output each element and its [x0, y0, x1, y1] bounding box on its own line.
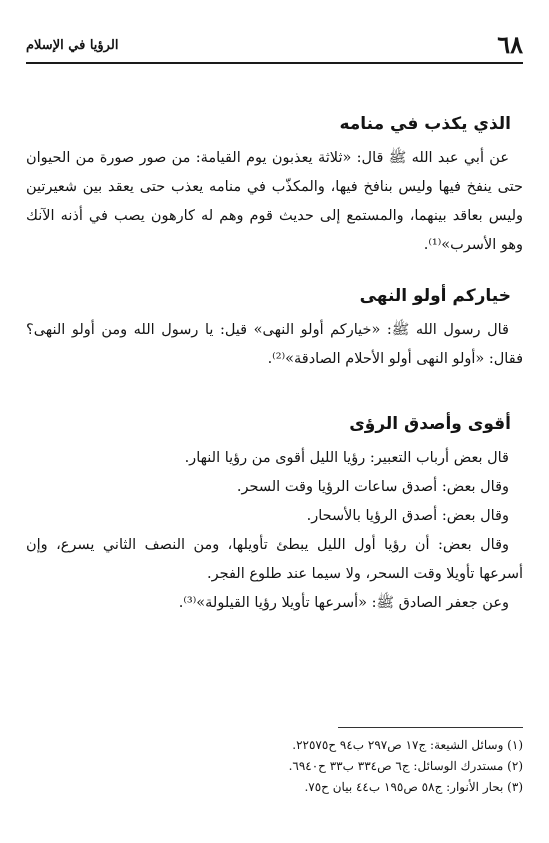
paragraph: وقال بعض: أن رؤيا أول الليل يبطئ تأويلها، ومن النصف الثاني يسرع، وإن أسرعها تأويلا وقت السحر، ولا سيما عند طلوع الفجر. [26, 537, 523, 582]
paragraph: وقال بعض: أصدق الرؤيا بالأسحار. [306, 508, 509, 524]
footnote-divider [338, 727, 523, 728]
paragraph: قال رسول الله ﷺ: «خياركم أولو النهى» قيل: يا رسول الله ومن أولو النهى؟ فقال: «أولو النهى أولو الأحلام الصادقة»⁽²⁾. [26, 322, 523, 367]
footnote: (٣) بحار الأنوار: ج٥٨ ص١٩٥ ب٤٤ بيان ح٧٥. [304, 780, 523, 794]
footnotes [26, 735, 523, 798]
paragraph: عن أبي عبد الله ﷺ قال: «ثلاثة يعذبون يوم القيامة: من صور صورة من الحيوان حتى ينفخ فيها وليس بنافخ فيها، والمكذّب في منامه يعذب حتى يعقد بين شعيرتين وليس بعاقد بينهما، والمستمع إلى حديث قوم وهم له كارهون يصب في أذنه الآنك وهو الأسرب»⁽¹⁾. [26, 150, 523, 253]
page-body [26, 112, 523, 618]
paragraph: وقال بعض: أصدق ساعات الرؤيا وقت السحر. [236, 479, 509, 495]
footnote: (١) وسائل الشيعة: ج١٧ ص٢٩٧ ب٩٤ ح٢٢٥٧٥. [292, 738, 523, 752]
running-title: الرؤيا في الإسلام [26, 38, 119, 53]
page-number: ٦٨ [497, 30, 523, 59]
section-heading: الذي يكذب في منامه [339, 114, 511, 134]
paragraph: قال بعض أرباب التعبير: رؤيا الليل أقوى من رؤيا النهار. [184, 450, 509, 466]
footnote: (٢) مستدرك الوسائل: ج٦ ص٣٣٤ ب٣٣ ح٦٩٤٠. [288, 759, 523, 773]
section-heading: أقوى وأصدق الرؤى [349, 414, 511, 434]
paragraph: وعن جعفر الصادق ﷺ: «أسرعها تأويلا رؤيا القيلولة»⁽³⁾. [178, 595, 509, 611]
section-heading: خياركم أولو النهى [359, 286, 511, 306]
page-header [26, 30, 523, 64]
